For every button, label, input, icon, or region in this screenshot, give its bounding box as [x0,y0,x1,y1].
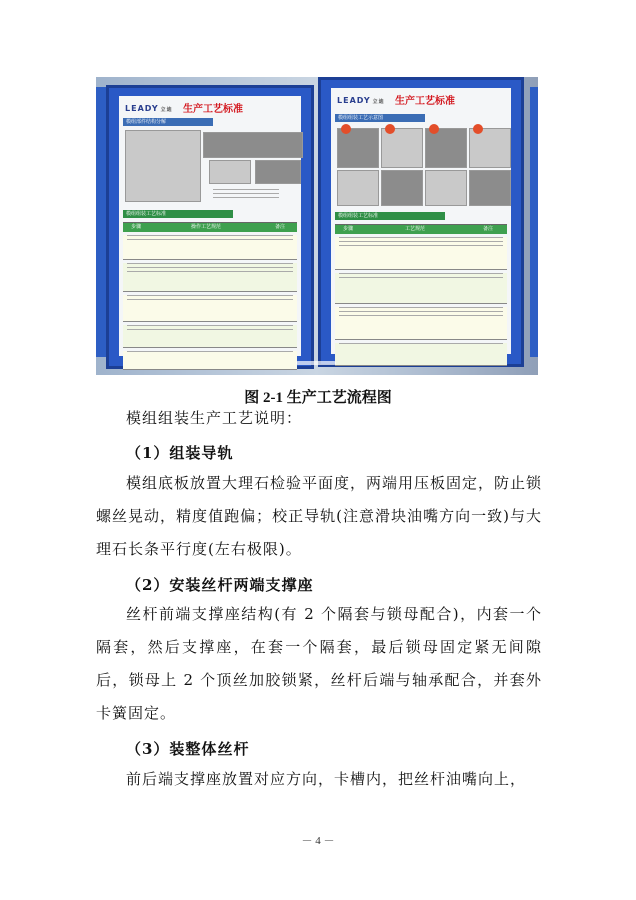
paragraph: 前后端支撑座放置对应方向，卡槽内，把丝杆油嘴向上， [126,770,527,788]
step-marker-icon [341,124,351,134]
right-process-board [318,77,524,367]
step-image [337,170,379,206]
part-image [203,132,303,158]
table-header: 步骤 [130,224,141,230]
intro-text: 模组组装生产工艺说明： [126,409,303,427]
section-heading: （3）装整体丝杆 [126,740,250,758]
board-title: 生产工艺标准 [183,104,243,115]
board-section-bar: 模组组装工艺示意图 [335,114,425,122]
process-flow-photo [96,77,538,375]
step-image [425,170,467,206]
board-section-bar: 模组部件结构分解 [123,118,213,126]
step-image [381,128,423,168]
step-image [337,128,379,168]
board-section-bar: 模组组装工艺标准 [123,210,233,218]
left-process-board [106,85,314,369]
table-header: 工艺规范 [404,226,425,232]
paragraph: 丝杆前端支撑座结构(有 2 个隔套与锁母配合)，内套一个隔套，然后支撑座，在套一个隔套，最后锁母固定紧无间隙后，锁母上 2 个顶丝加胶锁紧，丝杆后端与轴承配合，并套外卡簧固定。 [96,605,542,722]
photo-glare [296,361,336,365]
paragraph: 模组底板放置大理石检验平面度，两端用压板固定，防止锁螺丝晃动，精度值跑偏；校正导轨(注意滑块油嘴方向一致)与大理石长条平行度(左右极限)。 [96,474,543,558]
board-logo: LEADY 立迪 [337,96,385,105]
step-marker-icon [385,124,395,134]
step-image [469,170,511,206]
part-image [209,160,251,184]
figure-caption: 图 2-1 生产工艺流程图 [244,390,392,406]
table-header: 备注 [482,226,493,232]
process-table [335,224,507,366]
section-heading: （2）安装丝杆两端支撑座 [126,576,314,594]
table-header: 操作工艺规范 [190,224,221,230]
table-header: 步骤 [342,226,353,232]
page-number: － 4 － [301,835,335,847]
partial-board-right [530,87,538,357]
board-title: 生产工艺标准 [395,96,455,107]
step-marker-icon [429,124,439,134]
table-header: 备注 [274,224,285,230]
board-section-bar: 模组组装工艺标准 [335,212,445,220]
part-image [125,130,201,202]
part-image [255,160,301,184]
step-image [469,128,511,168]
section-heading: （1）组装导轨 [126,444,234,462]
process-table [123,222,297,370]
step-image [381,170,423,206]
parts-caption [209,186,283,201]
step-image [425,128,467,168]
board-logo: LEADY 立迪 [125,104,173,113]
step-marker-icon [473,124,483,134]
